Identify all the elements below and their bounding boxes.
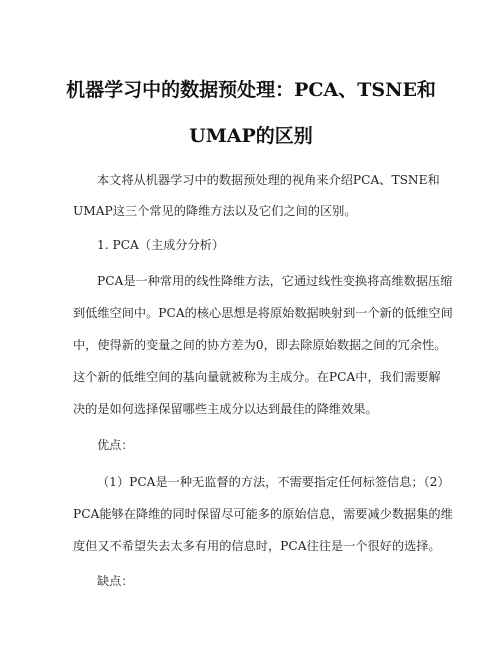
- section-1-heading: 1. PCA（主成分分析）: [97, 238, 225, 252]
- para-1-line-3: 中，使得新的变量之间的协方差为0，即去除原始数据之间的冗余性。: [73, 338, 447, 352]
- para-2-line-2: PCA能够在降维的同时保留尽可能多的原始信息，需要减少数据集的维: [73, 507, 453, 521]
- intro-line-2: UMAP这三个常见的降维方法以及它们之间的区别。: [73, 204, 357, 218]
- para-1-line-4: 这个新的低维空间的基向量就被称为主成分。在PCA中，我们需要解: [73, 370, 441, 384]
- document-title-line-2: UMAP的区别: [189, 125, 313, 147]
- para-1-line-2: 到低维空间中。PCA的核心思想是将原始数据映射到一个新的低维空间: [73, 306, 453, 320]
- document-title-line-1: 机器学习中的数据预处理：PCA、TSNE和: [66, 79, 436, 101]
- para-2-line-3: 度但又不希望失去太多有用的信息时，PCA往往是一个很好的选择。: [73, 539, 441, 553]
- para-2-line-1: （1）PCA是一种无监督的方法，不需要指定任何标签信息；（2）: [97, 475, 450, 489]
- para-1-line-5: 决的是如何选择保留哪些主成分以达到最佳的降维效果。: [73, 402, 378, 416]
- intro-line-1: 本文将从机器学习中的数据预处理的视角来介绍PCA、TSNE和: [97, 173, 440, 187]
- para-1-line-1: PCA是一种常用的线性降维方法，它通过线性变换将高维数据压缩: [97, 274, 453, 288]
- advantages-label: 优点：: [97, 438, 134, 452]
- disadvantages-label: 缺点：: [97, 574, 134, 588]
